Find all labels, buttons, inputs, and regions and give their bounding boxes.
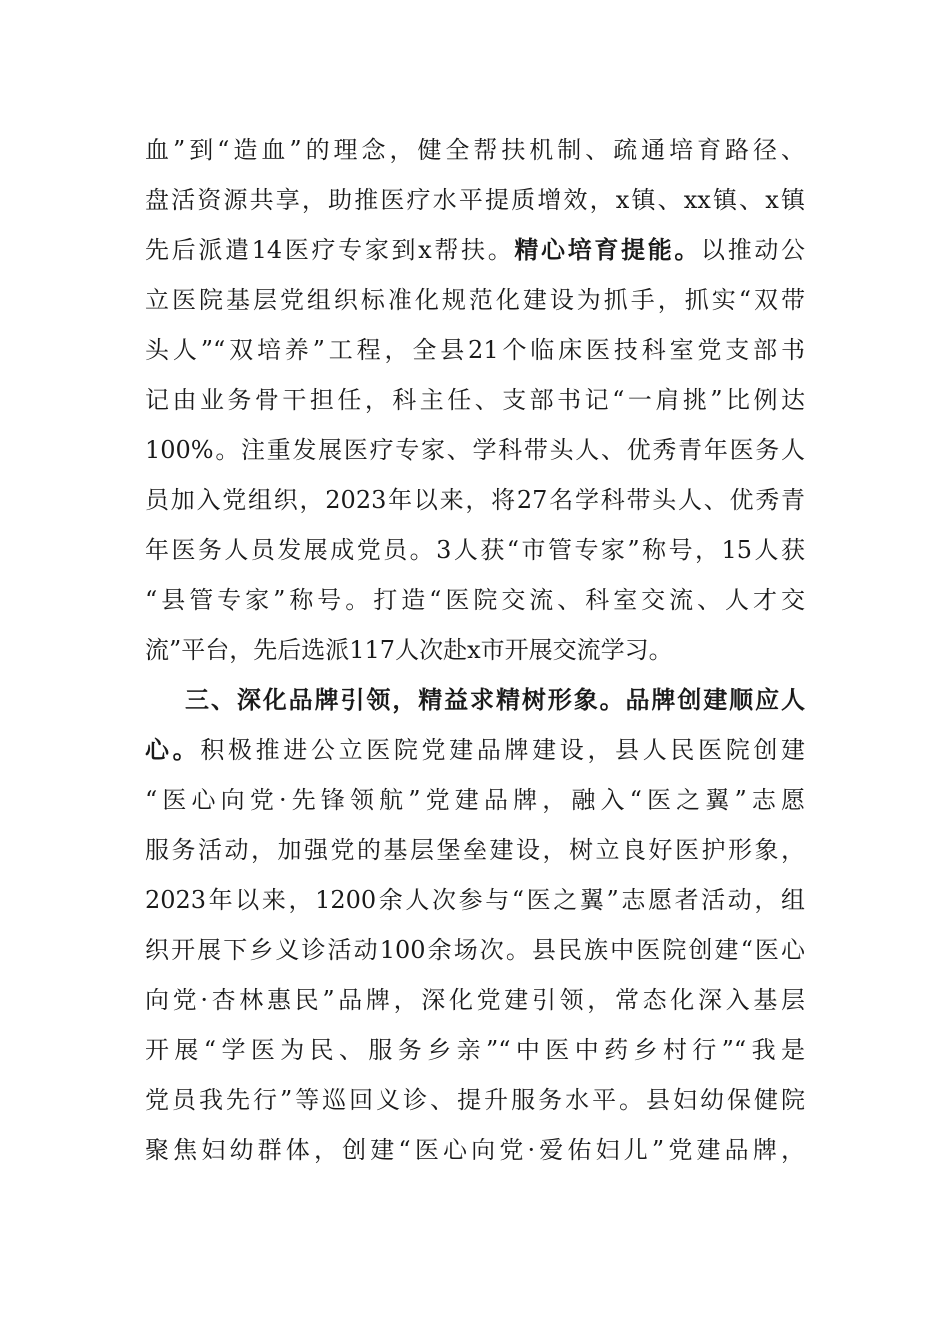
text-run: 年医务人员发展成党员。3人获“市管专家”称号，15人获 (145, 536, 805, 564)
text-line-4 (145, 280, 805, 320)
text-line-7 (145, 430, 805, 470)
text-run: “县管专家”称号。打造“医院交流、科室交流、人才交 (145, 586, 805, 614)
text-line-18 (145, 980, 805, 1020)
text-line-20 (145, 1080, 805, 1120)
text-run: 聚焦妇幼群体，创建“医心向党·爱佑妇儿”党建品牌， (145, 1136, 805, 1164)
text-run: 记由业务骨干担任，科主任、支部书记“一肩挑”比例达 (145, 386, 805, 414)
text-line-19 (145, 1030, 805, 1070)
text-run: 积极推进公立医院党建品牌建设，县人民医院创建 (200, 736, 805, 764)
text-run: 立医院基层党组织标准化规范化建设为抓手，抓实“双带 (145, 286, 805, 314)
text-line-11 (145, 630, 805, 670)
section-heading-line (185, 680, 805, 720)
text-line-15 (145, 830, 805, 870)
text-run: 头人”“双培养”工程，全县21个临床医技科室党支部书 (145, 336, 805, 364)
text-run: 党员我先行”等巡回义诊、提升服务水平。县妇幼保健院 (145, 1086, 805, 1114)
text-line-10 (145, 580, 805, 620)
bold-heading-run: 心。 (145, 735, 201, 764)
text-run: 血”到“造血”的理念，健全帮扶机制、疏通培育路径、 (145, 136, 805, 164)
text-line-13 (145, 730, 805, 770)
text-line-9 (145, 530, 805, 570)
text-run: “医心向党·先锋领航”党建品牌，融入“医之翼”志愿 (145, 786, 805, 814)
text-line-5 (145, 330, 805, 370)
text-line-8 (145, 480, 805, 520)
text-run: 流”平台，先后选派117人次赴x市开展交流学习。 (145, 636, 673, 664)
text-run: 盘活资源共享，助推医疗水平提质增效，x镇、xx镇、x镇 (145, 186, 805, 214)
text-line-6 (145, 380, 805, 420)
text-run: 100%。注重发展医疗专家、学科带头人、优秀青年医务人 (145, 436, 805, 464)
text-line-2 (145, 180, 805, 220)
text-run: 先后派遣14医疗专家到x帮扶。 (145, 236, 515, 264)
text-line-17 (145, 930, 805, 970)
text-run: 2023年以来，1200余人次参与“医之翼”志愿者活动，组 (145, 886, 805, 914)
bold-heading-run: 精心培育提能。 (514, 235, 702, 264)
text-run: 向党·杏林惠民”品牌，深化党建引领，常态化深入基层 (145, 986, 805, 1014)
text-run: 开展“学医为民、服务乡亲”“中医中药乡村行”“我是 (145, 1036, 805, 1064)
section-heading: 三、深化品牌引领，精益求精树形象。品牌创建顺应人 (185, 685, 805, 714)
text-line-3 (145, 230, 805, 270)
text-run: 以推动公 (701, 236, 805, 264)
text-run: 员加入党组织，2023年以来，将27名学科带头人、优秀青 (145, 486, 805, 514)
text-line-1 (145, 130, 805, 170)
text-run: 服务活动，加强党的基层堡垒建设，树立良好医护形象， (145, 836, 805, 864)
text-line-16 (145, 880, 805, 920)
text-line-14 (145, 780, 805, 820)
text-run: 织开展下乡义诊活动100余场次。县民族中医院创建“医心 (145, 936, 805, 964)
text-line-21 (145, 1130, 805, 1170)
